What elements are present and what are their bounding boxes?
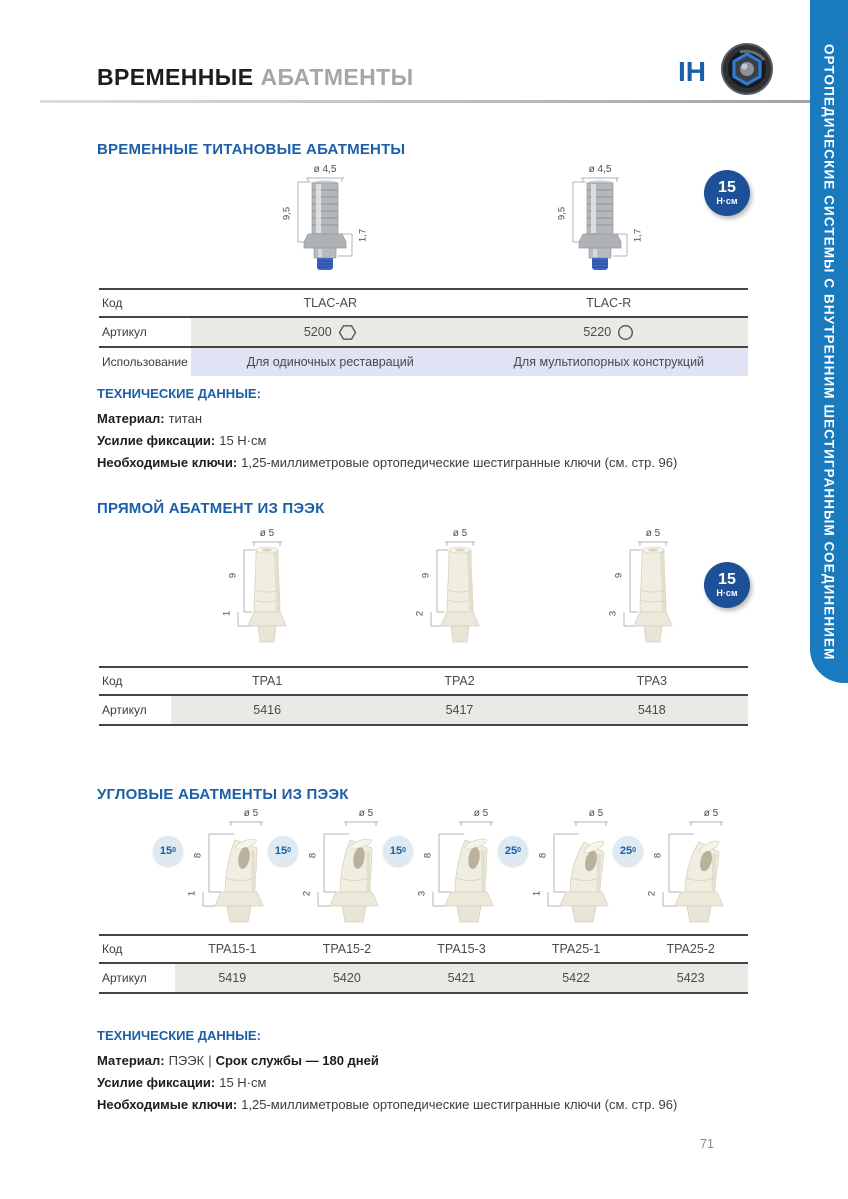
dimension-height: 9 (420, 572, 432, 579)
row-label: Артикул (99, 696, 171, 724)
dimension-collar: 2 (301, 890, 313, 897)
article-cell: 5419 (175, 964, 290, 992)
article-cell: 5420 (290, 964, 405, 992)
titanium-abutment-illustration (250, 176, 400, 272)
angle-value: 15 (274, 845, 288, 857)
titanium-abutment-illustration (525, 176, 675, 272)
dimension-height: 9,5 (281, 206, 293, 221)
dimension-collar: 1,7 (632, 228, 644, 243)
torque-value: 15 (718, 179, 736, 196)
tech-row-tools (97, 452, 677, 474)
article-cell: 5421 (404, 964, 519, 992)
code-cell: TPA15-3 (437, 942, 486, 956)
tech-label: Усилие фиксации: (97, 433, 216, 448)
hexagon-icon (338, 324, 357, 341)
angle-badge: 25 0 (498, 836, 528, 866)
tech-data-titanium (97, 386, 677, 474)
row-label: Код (99, 668, 171, 694)
hex-connection-icon (720, 42, 774, 96)
dimension-diameter: ø 5 (588, 808, 604, 819)
dimension-height: 8 (652, 852, 664, 859)
tech-value: титан (168, 411, 203, 426)
article-cell: 5417 (363, 696, 555, 724)
dimension-collar: 1,7 (357, 228, 369, 243)
table-row-article (99, 318, 748, 348)
tech-label: Материал: (97, 411, 165, 426)
angle-badge: 15 0 (153, 836, 183, 866)
tech-heading: ТЕХНИЧЕСКИЕ ДАННЫЕ: (97, 386, 261, 401)
code-cell: TPA15-1 (208, 942, 257, 956)
angle-value: 25 (504, 845, 518, 857)
dimension-diameter: ø 4,5 (313, 164, 337, 175)
table-row-code (99, 290, 748, 318)
torque-unit: Н·см (716, 588, 738, 598)
torque-unit: Н·см (716, 196, 738, 206)
tech-label: Необходимые ключи: (97, 455, 238, 470)
peek-straight-illustration (192, 540, 342, 654)
dimension-diameter: ø 5 (703, 808, 719, 819)
dimension-height: 8 (307, 852, 319, 859)
titanium-abutment-figure (525, 164, 675, 276)
sidebar-tab (810, 0, 848, 683)
tech-value: 1,25-миллиметровые ортопедические шестигранные ключи (см. стр. 96) (241, 1097, 678, 1112)
sidebar-tab-label: ОРТОПЕДИЧЕСКИЕ СИСТЕМЫ С ВНУТРЕННИМ ШЕСТИГРАННЫМ СОЕДИНЕНИЕМ (821, 44, 837, 661)
tech-value: 15 Н·см (219, 433, 267, 448)
angle-badge: 15 0 (383, 836, 413, 866)
row-label: Использование (99, 348, 191, 376)
dimension-height: 9,5 (556, 206, 568, 221)
peek-straight-illustration (385, 540, 535, 654)
table-row-usage (99, 348, 748, 376)
article-cell: 5416 (171, 696, 363, 724)
section-heading-angled-peek: УГЛОВЫЕ АБАТМЕНТЫ ИЗ ПЭЭК (97, 786, 349, 803)
article-cell: 5423 (633, 964, 748, 992)
tech-value: 1,25-миллиметровые ортопедические шестигранные ключи (см. стр. 96) (241, 455, 678, 470)
dimension-diameter: ø 5 (243, 808, 259, 819)
row-label: Код (99, 290, 191, 316)
table-row-code (99, 936, 748, 964)
dimension-diameter: ø 4,5 (588, 164, 612, 175)
table-row-article (99, 696, 748, 726)
torque-badge (704, 562, 750, 608)
article-cell (191, 318, 470, 346)
page-title-primary: ВРЕМЕННЫЕ (97, 64, 254, 90)
code-cell: TPA25-1 (551, 942, 601, 956)
code-cell: TLAC-R (586, 296, 632, 310)
page-number: 71 (700, 1137, 714, 1151)
code-cell: TPA1 (251, 674, 283, 688)
code-cell: TPA2 (444, 674, 475, 688)
dimension-collar: 3 (416, 890, 428, 897)
tech-label: Материал: (97, 1053, 165, 1068)
angle-value: 15 (389, 845, 403, 857)
dimension-collar: 1 (221, 610, 233, 617)
table-row-article (99, 964, 748, 994)
titanium-abutment-figure (250, 164, 400, 276)
article-cell: 5422 (519, 964, 634, 992)
titanium-table (99, 288, 748, 376)
page-title (97, 64, 414, 91)
dimension-collar: 1 (186, 890, 198, 897)
section-heading-straight-peek: ПРЯМОЙ АБАТМЕНТ ИЗ ПЭЭК (97, 500, 325, 517)
dimension-collar: 2 (414, 610, 426, 617)
dimension-diameter: ø 5 (473, 808, 489, 819)
tech-row-torque (97, 430, 677, 452)
torque-value: 15 (718, 571, 736, 588)
dimension-diameter: ø 5 (645, 528, 661, 539)
system-code: IH (678, 56, 706, 87)
straight-peek-table (99, 666, 748, 726)
angle-value: 15 (159, 845, 173, 857)
angled-peek-table (99, 934, 748, 994)
tech-row-torque (97, 1072, 677, 1094)
section-heading-titanium: ВРЕМЕННЫЕ ТИТАНОВЫЕ АБАТМЕНТЫ (97, 141, 406, 158)
dimension-height: 8 (422, 852, 434, 859)
code-cell: TLAC-AR (303, 296, 357, 310)
peek-angled-figure (611, 808, 771, 928)
row-label: Код (99, 936, 175, 962)
tech-value: ПЭЭК (168, 1053, 205, 1068)
article-number: 5220 (583, 325, 612, 339)
tech-separator: | (208, 1053, 212, 1068)
peek-angled-illustration (611, 820, 771, 934)
tech-row-tools (97, 1094, 677, 1116)
row-label: Артикул (99, 318, 191, 346)
angle-value: 25 (619, 845, 633, 857)
dimension-height: 9 (227, 572, 239, 579)
angle-badge: 25 0 (613, 836, 643, 866)
peek-straight-figure (385, 528, 535, 654)
tech-label: Усилие фиксации: (97, 1075, 216, 1090)
dimension-height: 8 (192, 852, 204, 859)
angle-badge: 15 0 (268, 836, 298, 866)
dimension-diameter: ø 5 (452, 528, 468, 539)
header-divider (40, 100, 810, 103)
tech-lifetime: Срок службы — 180 дней (215, 1053, 379, 1068)
tech-label: Необходимые ключи: (97, 1097, 238, 1112)
code-cell: TPA15-2 (322, 942, 372, 956)
page-title-secondary: АБАТМЕНТЫ (260, 64, 414, 90)
code-cell: TPA3 (636, 674, 667, 688)
dimension-diameter: ø 5 (358, 808, 374, 819)
dimension-height: 9 (613, 572, 625, 579)
tech-row-material (97, 1050, 677, 1072)
row-label: Артикул (99, 964, 175, 992)
dimension-collar: 2 (646, 890, 658, 897)
tech-value: 15 Н·см (219, 1075, 267, 1090)
code-cell: TPA25-2 (666, 942, 715, 956)
dimension-collar: 3 (607, 610, 619, 617)
circle-icon (617, 324, 634, 341)
dimension-collar: 1 (531, 890, 543, 897)
article-cell (470, 318, 749, 346)
article-cell: 5418 (556, 696, 748, 724)
usage-cell: Для одиночных реставраций (191, 348, 470, 376)
torque-badge (704, 170, 750, 216)
peek-straight-figure (192, 528, 342, 654)
tech-data-peek (97, 1028, 677, 1116)
peek-straight-illustration (578, 540, 728, 654)
article-number: 5200 (303, 325, 332, 339)
table-row-code (99, 668, 748, 696)
dimension-diameter: ø 5 (259, 528, 275, 539)
tech-row-material (97, 408, 677, 430)
tech-heading: ТЕХНИЧЕСКИЕ ДАННЫЕ: (97, 1028, 261, 1043)
usage-cell: Для мультиопорных конструкций (470, 348, 749, 376)
dimension-height: 8 (537, 852, 549, 859)
